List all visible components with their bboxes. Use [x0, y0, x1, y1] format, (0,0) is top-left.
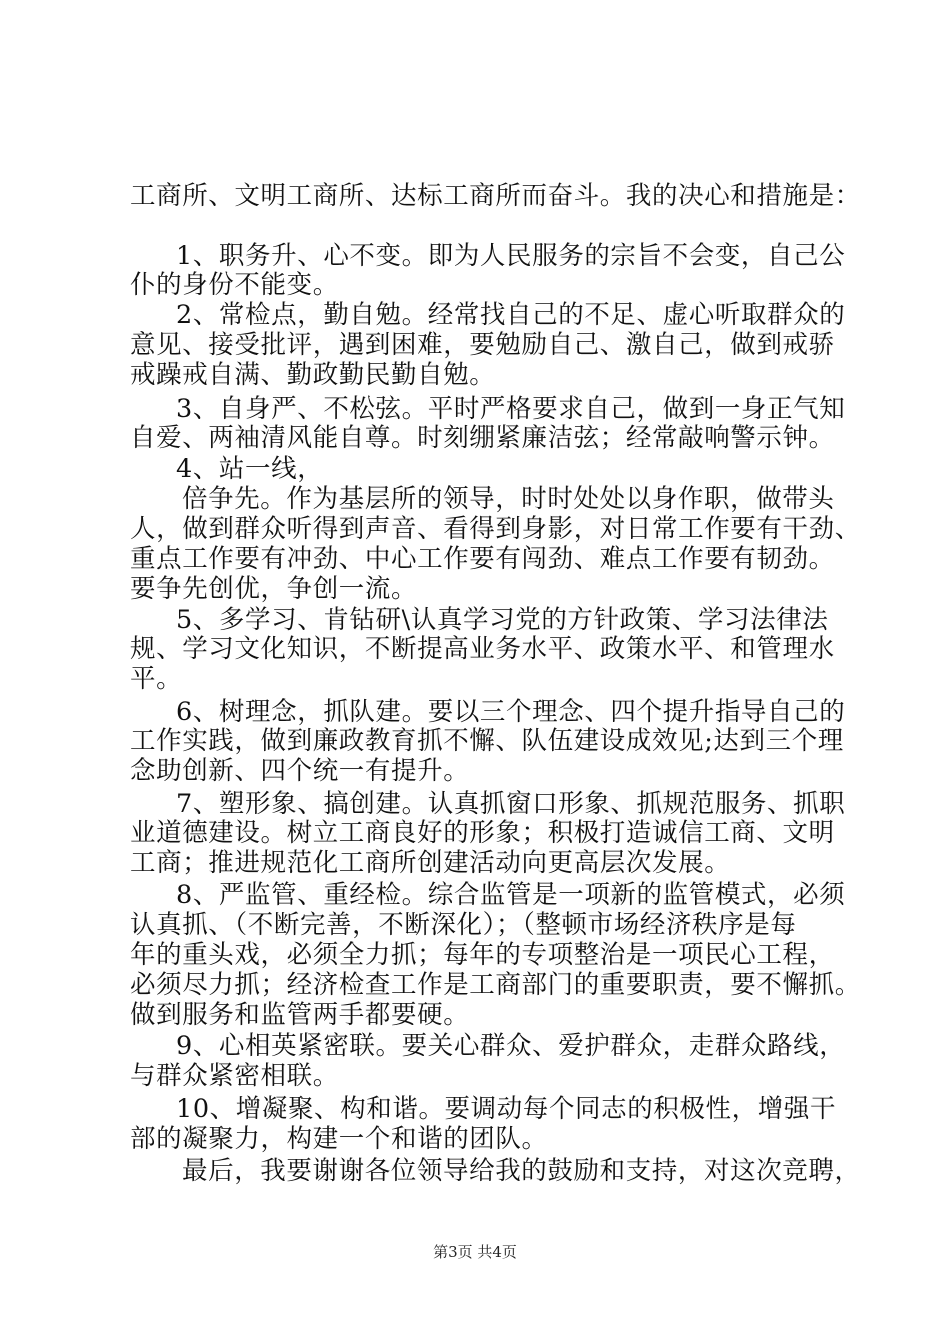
text-line: 戒躁戒自满、勤政勤民勤自勉。 — [130, 360, 496, 390]
text-line: 4、站一线， — [176, 454, 324, 484]
text-line: 工商；推进规范化工商所创建活动向更高层次发展。 — [130, 848, 731, 878]
text-line: 自爱、两袖清风能自尊。时刻绷紧廉洁弦；经常敲响警示钟。 — [130, 423, 835, 453]
text-line: 重点工作要有冲劲、中心工作要有闯劲、难点工作要有韧劲。 — [130, 544, 835, 574]
text-line: 平。 — [130, 664, 183, 694]
page-number-footer: 第3页 共4页 — [433, 1243, 517, 1261]
text-line: 3、自身严、不松弦。平时严格要求自己，做到一身正气知 — [176, 394, 846, 424]
text-line: 意见、接受批评，遇到困难，要勉励自己、激自己，做到戒骄 — [130, 330, 835, 360]
text-line: 业道德建设。树立工商良好的形象；积极打造诚信工商、文明 — [130, 818, 835, 848]
text-line: 必须尽力抓；经济检查工作是工商部门的重要职责，要不懈抓。 — [130, 970, 861, 1000]
text-line: 部的凝聚力，构建一个和谐的团队。 — [130, 1124, 548, 1154]
text-line: 10、增凝聚、构和谐。要调动每个同志的积极性，增强干 — [176, 1094, 837, 1124]
text-line: 6、树理念，抓队建。要以三个理念、四个提升指导自己的 — [176, 697, 846, 727]
text-line: 人，做到群众听得到声音、看得到身影，对日常工作要有干劲、 — [130, 514, 861, 544]
text-line: 认真抓、（不断完善，不断深化）；（整顿市场经济秩序是每 — [130, 910, 797, 940]
text-line: 最后，我要谢谢各位领导给我的鼓励和支持，对这次竞聘， — [182, 1156, 861, 1186]
text-line: 规、学习文化知识，不断提高业务水平、政策水平、和管理水 — [130, 634, 835, 664]
text-line: 念助创新、四个统一有提升。 — [130, 756, 470, 786]
text-line: 7、塑形象、搞创建。认真抓窗口形象、抓规范服务、抓职 — [176, 789, 846, 819]
text-line: 1、职务升、心不变。即为人民服务的宗旨不会变，自己公 — [176, 241, 846, 271]
text-line: 9、心相英紧密联。要关心群众、爱护群众，走群众路线， — [176, 1031, 846, 1061]
text-line: 要争先创优，争创一流。 — [130, 574, 418, 604]
text-line: 与群众紧密相联。 — [130, 1061, 339, 1091]
text-line: 2、常检点，勤自勉。经常找自己的不足、虚心听取群众的 — [176, 300, 846, 330]
text-line: 做到服务和监管两手都要硬。 — [130, 1000, 470, 1030]
text-line: 仆的身份不能变。 — [130, 270, 339, 300]
text-line: 年的重头戏，必须全力抓；每年的专项整治是一项民心工程， — [130, 940, 835, 970]
text-line: 8、严监管、重经检。综合监管是一项新的监管模式，必须 — [176, 880, 846, 910]
text-line: 工作实践，做到廉政教育抓不懈、队伍建设成效见;达到三个理 — [130, 726, 844, 756]
text-line: 工商所、文明工商所、达标工商所而奋斗。我的决心和措施是： — [130, 181, 861, 211]
text-line: 5、多学习、肯钻研\认真学习党的方针政策、学习法律法 — [176, 605, 829, 635]
text-line: 倍争先。作为基层所的领导，时时处处以身作职，做带头 — [182, 484, 835, 514]
